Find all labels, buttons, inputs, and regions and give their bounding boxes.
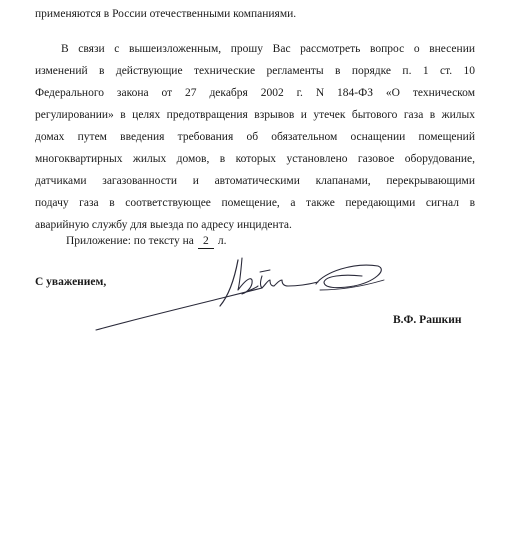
closing-salutation: С уважением, [35, 276, 107, 288]
paragraph-line: многоквартирных жилых домов, в которых установлено газовое оборудование, [35, 153, 475, 165]
intro-line: применяются в России отечественными компаниями. [35, 8, 297, 20]
paragraph-line: домах путем введения требования об обязательном оснащении помещений [35, 131, 475, 143]
paragraph-line: регулировании» в целях предотвращения взрывов и утечек бытового газа в жилых [35, 109, 475, 121]
handwritten-signature [92, 246, 392, 336]
signer-name: В.Ф. Рашкин [393, 314, 462, 326]
request-paragraph [35, 38, 475, 236]
paragraph-line: подачу газа в соответствующее помещение, а также передающими сигнал в [35, 197, 475, 209]
paragraph-line: Федерального закона от 27 декабря 2002 г. N 184-ФЗ «О техническом [35, 87, 475, 99]
attachment-prefix: Приложение: по тексту на [66, 235, 194, 247]
paragraph-line: изменений в действующие технические регламенты в порядке п. 1 ст. 10 [35, 65, 475, 77]
paragraph-line: аварийную службу для выезда по адресу инцидента. [35, 219, 292, 231]
paragraph-line: датчиками загазованности и автоматическими клапанами, перекрывающими [35, 175, 475, 187]
paragraph-line: В связи с вышеизложенным, прошу Вас рассмотреть вопрос о внесении [61, 43, 475, 55]
attachment-suffix: л. [217, 235, 227, 247]
attachment-page-count: 2 [198, 234, 214, 249]
